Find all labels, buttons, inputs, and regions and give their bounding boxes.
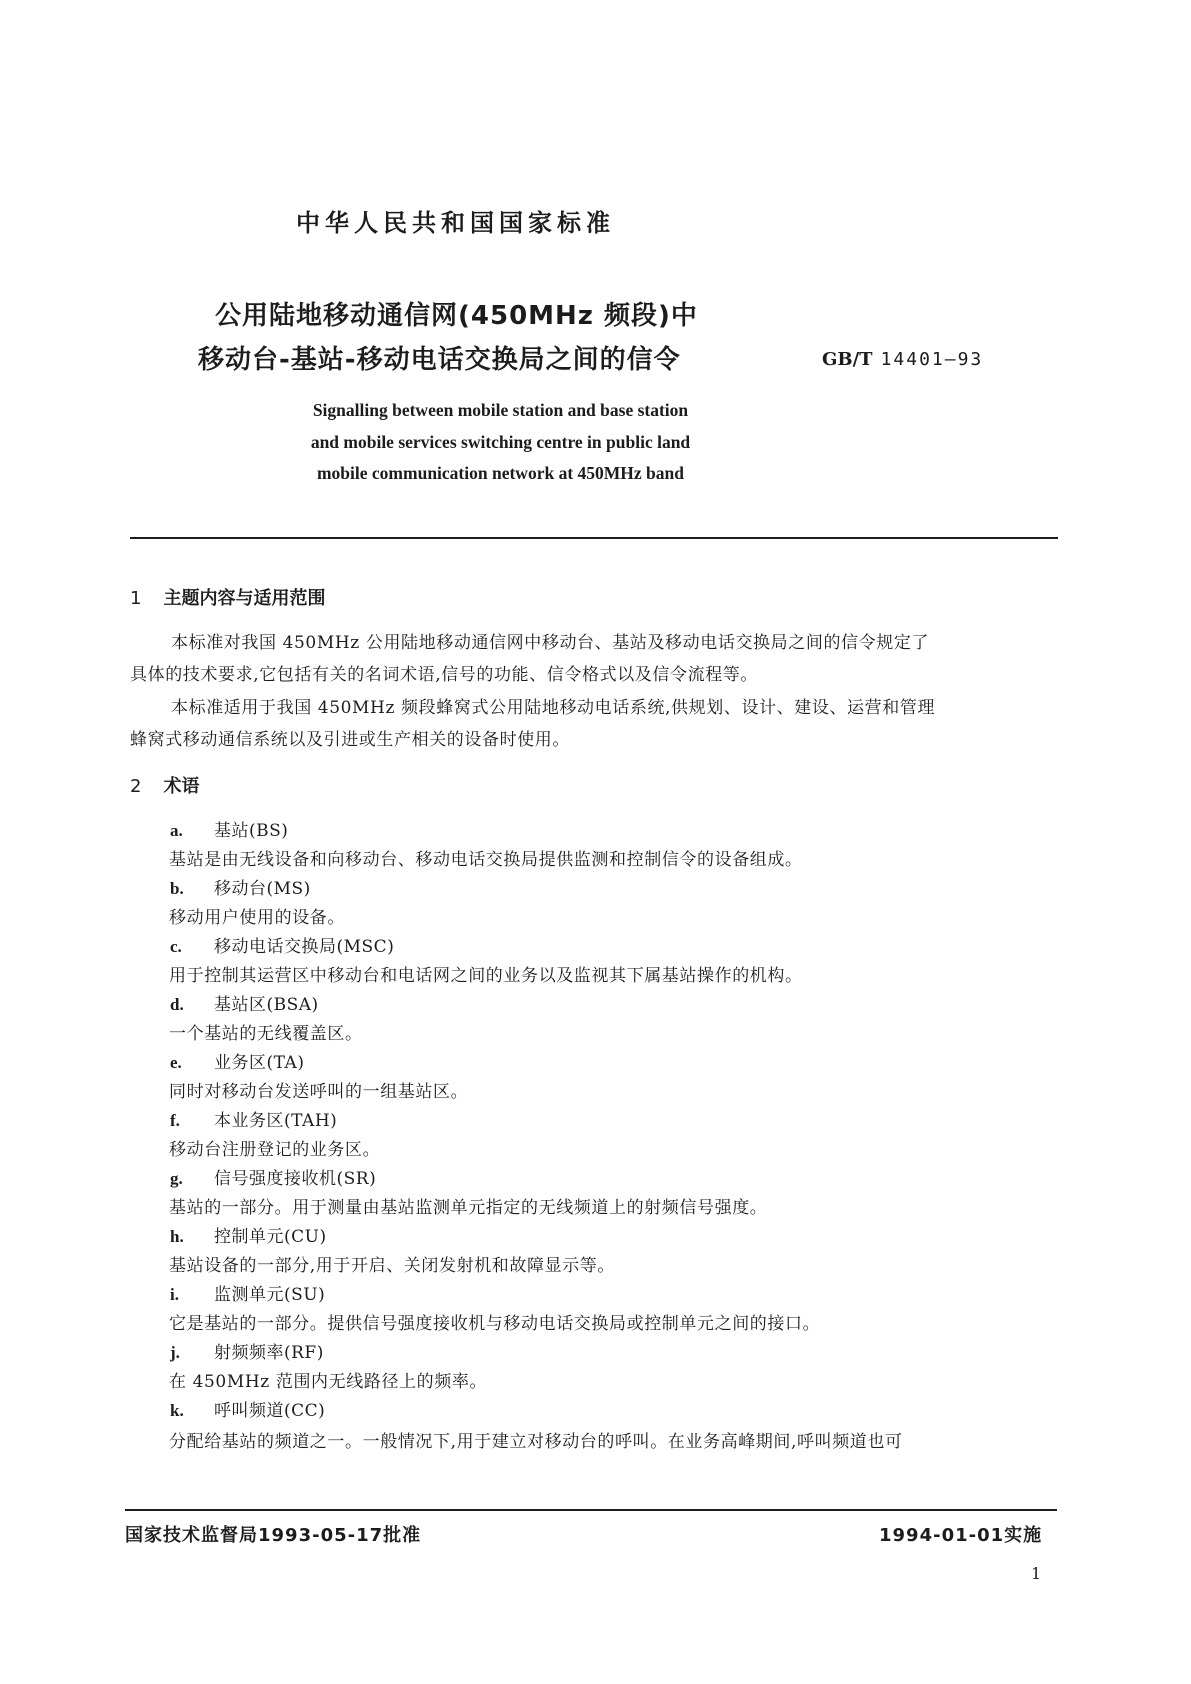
section-1-heading <box>130 584 325 610</box>
term-name: 射频频率(RF) <box>214 1343 324 1363</box>
term-name: 控制单元(CU) <box>214 1227 327 1247</box>
term-name: 移动台(MS) <box>214 879 311 899</box>
term-definition: 同时对移动台发送呼叫的一组基站区。 <box>169 1082 469 1102</box>
term-name: 本业务区(TAH) <box>214 1111 338 1131</box>
paragraph-line: 本标准适用于我国 450MHz 频段蜂窝式公用陆地移动电话系统,供规划、设计、建设、运营和管理 <box>171 698 936 718</box>
term-item <box>170 990 319 1015</box>
term-definition: 分配给基站的频道之一。一般情况下,用于建立对移动台的呼叫。在业务高峰期间,呼叫频道也可 <box>169 1432 903 1452</box>
section-title: 主题内容与适用范围 <box>163 588 326 609</box>
term-label: d. <box>170 995 184 1014</box>
term-name: 监测单元(SU) <box>214 1285 326 1305</box>
term-definition: 基站的一部分。用于测量由基站监测单元指定的无线频道上的射频信号强度。 <box>169 1198 768 1218</box>
section-number: 2 <box>130 776 142 797</box>
term-label: e. <box>170 1053 182 1072</box>
term-label: f. <box>170 1111 180 1130</box>
term-definition: 用于控制其运营区中移动台和电话网之间的业务以及监视其下属基站操作的机构。 <box>169 966 803 986</box>
paragraph-line: 蜂窝式移动通信系统以及引进或生产相关的设备时使用。 <box>130 730 570 750</box>
section-2-heading <box>130 772 199 798</box>
term-label: a. <box>170 821 183 840</box>
national-standard-heading: 中华人民共和国国家标准 <box>296 209 615 237</box>
term-name: 信号强度接收机(SR) <box>214 1169 377 1189</box>
document-title-line-1: 公用陆地移动通信网(450MHz 频段)中 <box>215 301 698 331</box>
term-item <box>170 1280 325 1305</box>
term-label: k. <box>170 1401 184 1420</box>
term-definition: 基站是由无线设备和向移动台、移动电话交换局提供监测和控制信令的设备组成。 <box>169 850 803 870</box>
term-label: c. <box>170 937 182 956</box>
term-name: 业务区(TA) <box>214 1053 305 1073</box>
english-title-line-2: and mobile services switching centre in public land <box>310 432 691 452</box>
term-definition: 一个基站的无线覆盖区。 <box>169 1024 363 1044</box>
term-item <box>170 1396 325 1421</box>
implementation-date: 1994-01-01实施 <box>879 1525 1043 1546</box>
approval-date: 国家技术监督局1993-05-17批准 <box>125 1525 422 1546</box>
term-item <box>170 932 394 957</box>
term-label: j. <box>170 1343 180 1362</box>
section-number: 1 <box>130 588 142 609</box>
english-title-line-3: mobile communication network at 450MHz band <box>316 463 684 483</box>
term-name: 基站(BS) <box>214 821 289 841</box>
term-label: b. <box>170 879 184 898</box>
standard-code-number: 14401—93 <box>880 349 984 370</box>
term-item <box>170 1106 337 1131</box>
term-name: 基站区(BSA) <box>214 995 319 1015</box>
standard-code <box>822 349 983 370</box>
term-definition: 移动台注册登记的业务区。 <box>169 1140 381 1160</box>
term-item <box>170 874 311 899</box>
term-label: g. <box>170 1169 183 1188</box>
term-definition: 基站设备的一部分,用于开启、关闭发射机和故障显示等。 <box>169 1256 616 1276</box>
document-title-line-2: 移动台-基站-移动电话交换局之间的信令 <box>198 345 681 375</box>
term-definition: 在 450MHz 范围内无线路径上的频率。 <box>169 1372 488 1392</box>
footer-divider <box>125 1509 1057 1511</box>
term-item <box>170 1338 324 1363</box>
term-label: h. <box>170 1227 184 1246</box>
section-title: 术语 <box>163 776 200 797</box>
term-definition: 移动用户使用的设备。 <box>169 908 345 928</box>
standard-code-prefix: GB/T <box>822 349 873 370</box>
term-item <box>170 1222 327 1247</box>
paragraph-line: 具体的技术要求,它包括有关的名词术语,信号的功能、信令格式以及信令流程等。 <box>130 665 759 685</box>
page-number: 1 <box>1031 1564 1042 1583</box>
header-divider <box>130 537 1058 539</box>
term-item <box>170 816 288 841</box>
term-item <box>170 1048 304 1073</box>
term-name: 呼叫频道(CC) <box>214 1401 326 1421</box>
paragraph-line: 本标准对我国 450MHz 公用陆地移动通信网中移动台、基站及移动电话交换局之间的信令规定了 <box>171 633 930 653</box>
term-item <box>170 1164 376 1189</box>
term-definition: 它是基站的一部分。提供信号强度接收机与移动电话交换局或控制单元之间的接口。 <box>169 1314 821 1334</box>
term-name: 移动电话交换局(MSC) <box>214 937 395 957</box>
term-label: i. <box>170 1285 179 1304</box>
english-title-line-1: Signalling between mobile station and base station <box>312 400 689 420</box>
